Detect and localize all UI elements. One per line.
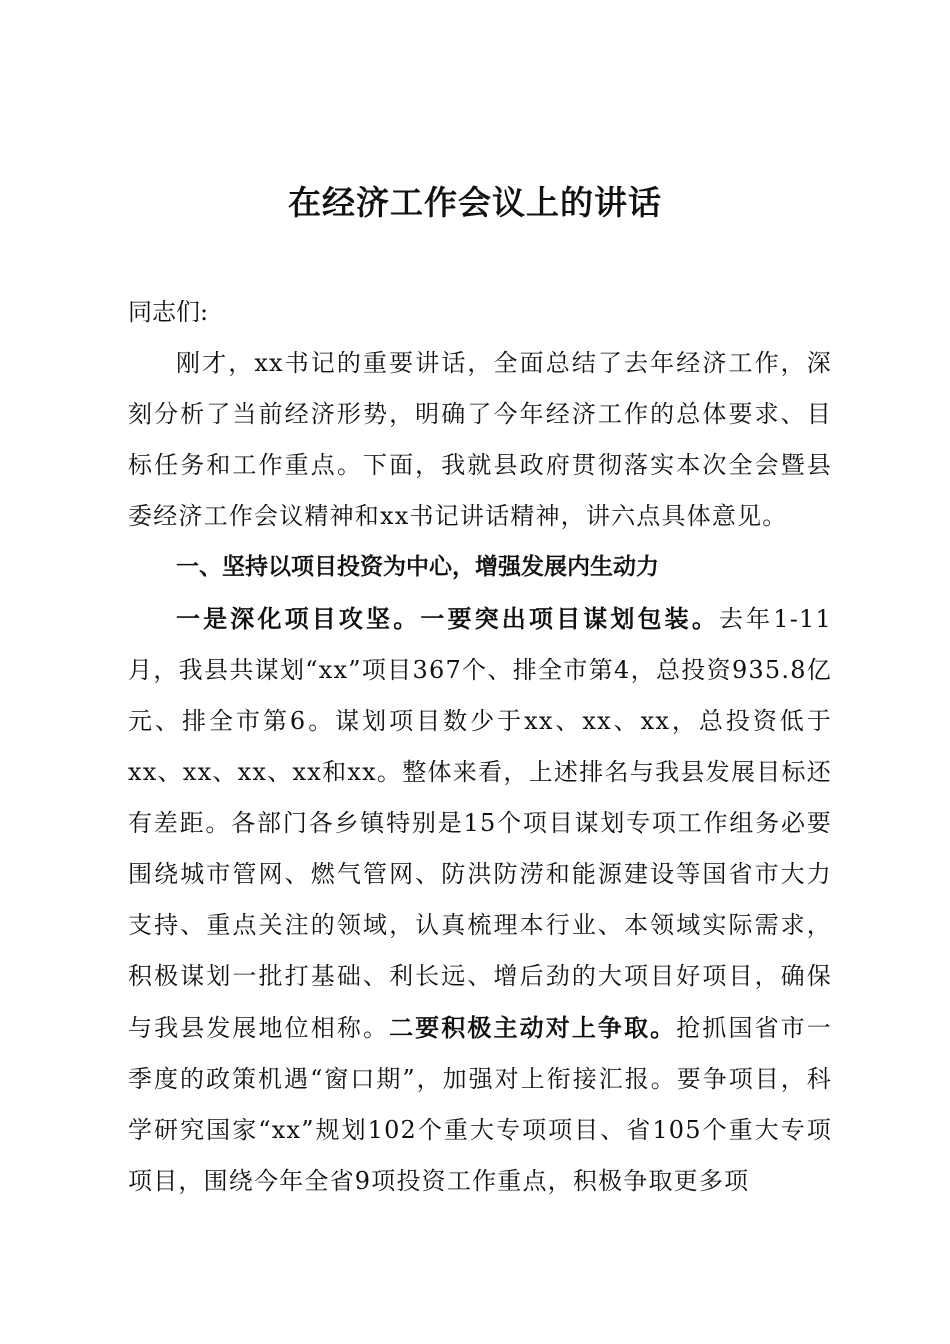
salutation: 同志们: bbox=[128, 298, 209, 326]
paragraph-lead-bold: 一是深化项目攻坚。一要突出项目谋划包装。 bbox=[176, 604, 719, 633]
document-title: 在经济工作会议上的讲话 bbox=[288, 183, 662, 222]
paragraph-subheading-bold: 二要积极主动对上争取。 bbox=[389, 1013, 677, 1042]
paragraph-text-continued: 抢抓国省市一季度的政策机遇“窗口期”，加强对上衔接汇报。要争项目，科学研究国家“xx”规划102个重大专项项目、省105个重大专项项目，围绕今年全省9项投资工作重点，积极争取更多项 bbox=[128, 1014, 833, 1195]
section-heading: 一、坚持以项目投资为中心，增强发展内生动力 bbox=[176, 554, 659, 580]
intro-paragraph: 刚才，xx书记的重要讲话，全面总结了去年经济工作，深刻分析了当前经济形势，明确了今年经济工作的总体要求、目标任务和工作重点。下面，我就县政府贯彻落实本次全会暨县委经济工作会议精神和xx书记讲话精神，讲六点具体意见。 bbox=[128, 349, 832, 530]
section-paragraph bbox=[128, 593, 832, 1207]
paragraph-text: 去年1-11月，我县共谋划“xx”项目367个、排全市第4，总投资935.8亿元、排全市第6。谋划项目数少于xx、xx、xx，总投资低于xx、xx、xx、xx和xx。整体来看，上述排名与我县发展目标还有差距。各部门各乡镇特别是15个项目谋划专项工作组务必要围绕城市管网、燃气管网、防洪防涝和能源建设等国省市大力支持、重点关注的领域，认真梳理本行业、本领域实际需求，积极谋划一批打基础、利长远、增后劲的大项目好项目，确保与我县发展地位相称。 bbox=[128, 605, 833, 1042]
document-body bbox=[128, 287, 832, 1207]
